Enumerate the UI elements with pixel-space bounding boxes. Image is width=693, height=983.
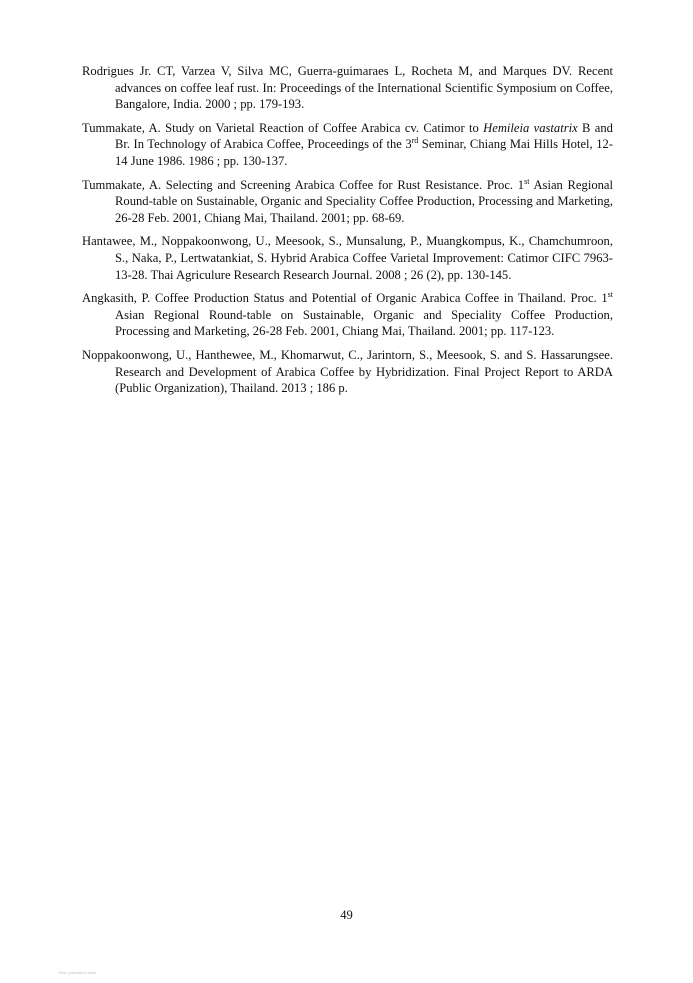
reference-text: Tummakate, A. Study on Varietal Reaction of Coffee Arabica cv. Catimor to	[82, 120, 484, 135]
reference-text: Angkasith, P. Coffee Production Status and Potential of Organic Arabica Coffee in Thailand. Proc. 1	[82, 291, 608, 306]
reference-entry-hantawee	[82, 233, 613, 283]
reference-entry-rodrigues	[82, 63, 613, 113]
reference-text: Hantawee, M., Noppakoonwong, U., Meesook, S., Munsalung, P., Muangkompus, K., Chamchumroon, S., Naka, P., Lertwatankiat, S. Hybrid Arabica Coffee Varietal Improvement: Catimor CIFC 7963-13-28. Thai Agriculure Research Research Journal. 2008 ; 26 (2), pp. 130-145.	[82, 234, 613, 282]
reference-entry-noppakoonwong	[82, 347, 613, 397]
ordinal-superscript: st	[607, 290, 613, 300]
page-number: 49	[340, 908, 353, 922]
reference-text: Asian Regional Round-table on Sustainable, Organic and Speciality Coffee Production, Processing and Marketing, 26-28 Feb. 2001, Chiang Mai, Thailand. 2001; pp. 68-69.	[115, 177, 614, 225]
reference-text: Asian Regional Round-table on Sustainable, Organic and Speciality Coffee Production, Processing and Marketing, 26-28 Feb. 2001, Chiang Mai, Thailand. 2001; pp. 117-123.	[115, 307, 613, 339]
reference-text: B and Br. In Technology of Arabica Coffee, Proceedings of the 3	[115, 120, 613, 152]
ordinal-superscript: rd	[411, 136, 419, 146]
reference-text: Rodrigues Jr. CT, Varzea V, Silva MC, Guerra-guimaraes L, Rocheta M, and Marques DV. Recent advances on coffee leaf rust. In: Proceedings of the International Scientific Symposium on Coffee, Bangalore, India. 2000 ; pp. 179-193.	[82, 64, 613, 112]
reference-entry-tummakate-1986	[82, 120, 613, 170]
ordinal-superscript: st	[524, 176, 530, 186]
reference-entry-tummakate-2001	[82, 177, 613, 227]
reference-text: Seminar, Chiang Mai Hills Hotel, 12-14 June 1986. 1986 ; pp. 130-137.	[115, 137, 613, 168]
reference-text: Tummakate, A. Selecting and Screening Arabica Coffee for Rust Resistance. Proc. 1	[82, 177, 525, 192]
publication-stats-link[interactable]: View publication stats	[58, 970, 97, 975]
reference-text: Noppakoonwong, U., Hanthewee, M., Khomarwut, C., Jarintorn, S., Meesook, S. and S. Hassarungsee. Research and Development of Arabica Coffee by Hybridization. Final Project Report to ARDA (Public Organization), Thailand. 2013 ; 186 p.	[82, 347, 613, 396]
species-name: Hemileia vastatrix	[483, 120, 578, 135]
reference-entry-angkasith	[82, 290, 613, 340]
reference-list	[82, 63, 613, 404]
